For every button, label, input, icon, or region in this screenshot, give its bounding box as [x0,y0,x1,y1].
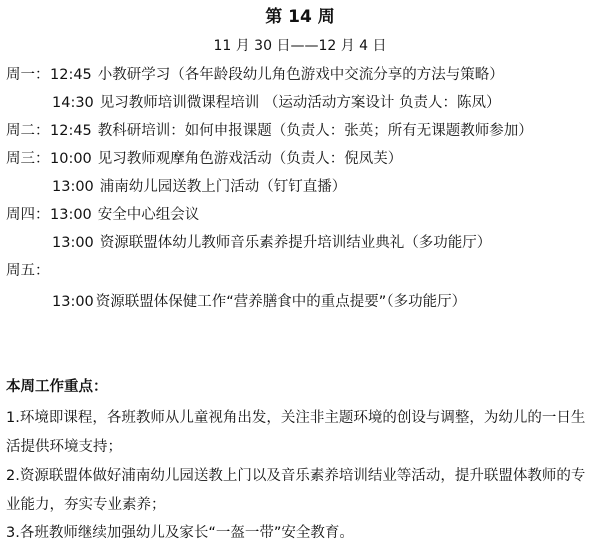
entry-text: 见习教师培训微课程培训 （运动活动方案设计 负责人：陈凤） [99,95,501,111]
weekday-label: 周三： [6,151,50,167]
entry-time: 13:00 [50,207,92,223]
entry-text: 安全中心组会议 [97,207,200,223]
schedule-entry [52,233,491,253]
entry-text: 浦南幼儿园送教上门活动（钉钉直播） [99,179,347,195]
focus-point: 3.各班教师继续加强幼儿及家长“一盔一带”安全教育。 [6,525,354,541]
entry-text: 资源联盟体幼儿教师音乐素养提升培训结业典礼（多功能厅） [99,235,492,251]
weekday-label: 周四： [6,207,50,223]
entry-text: 见习教师观摩角色游戏活动（负责人：倪凤芙） [97,151,403,167]
entry-time: 10:00 [50,151,92,167]
focus-point: 2.资源联盟体做好浦南幼儿园送教上门以及音乐素养培训结业等活动，提升联盟体教师的专业能力，夯实专业素养； [6,468,586,513]
entry-time: 13:00 [52,294,94,310]
page-title: 第 14 周 [265,7,335,27]
entry-text: 教科研培训：如何申报课题（负责人：张英；所有无课题教师参加） [97,123,533,139]
entry-time: 14:30 [52,95,94,111]
weekday-label: 周一： [6,67,50,83]
schedule-entry [52,292,466,312]
entry-text: 小教研学习（各年龄段幼儿角色游戏中交流分享的方法与策略） [97,67,504,83]
schedule-entry [52,177,346,197]
schedule-entry [50,121,533,141]
focus-heading: 本周工作重点： [6,379,108,395]
focus-point: 1.环境即课程，各班教师从儿童视角出发，关注非主题环境的创设与调整，为幼儿的一日生活提供环境支持； [6,410,586,455]
entry-time: 12:45 [50,123,92,139]
schedule-entry [50,205,199,225]
entry-time: 12:45 [50,67,92,83]
schedule-entry [50,149,402,169]
schedule-entry [50,65,504,85]
entry-text: 资源联盟体保健工作“营养膳食中的重点提要”（多功能厅） [95,294,467,310]
date-range: 11 月 30 日——12 月 4 日 [213,38,387,54]
weekday-label: 周五： [6,263,50,279]
entry-time: 13:00 [52,179,94,195]
weekday-label: 周二： [6,123,50,139]
entry-time: 13:00 [52,235,94,251]
schedule-entry [52,93,501,113]
